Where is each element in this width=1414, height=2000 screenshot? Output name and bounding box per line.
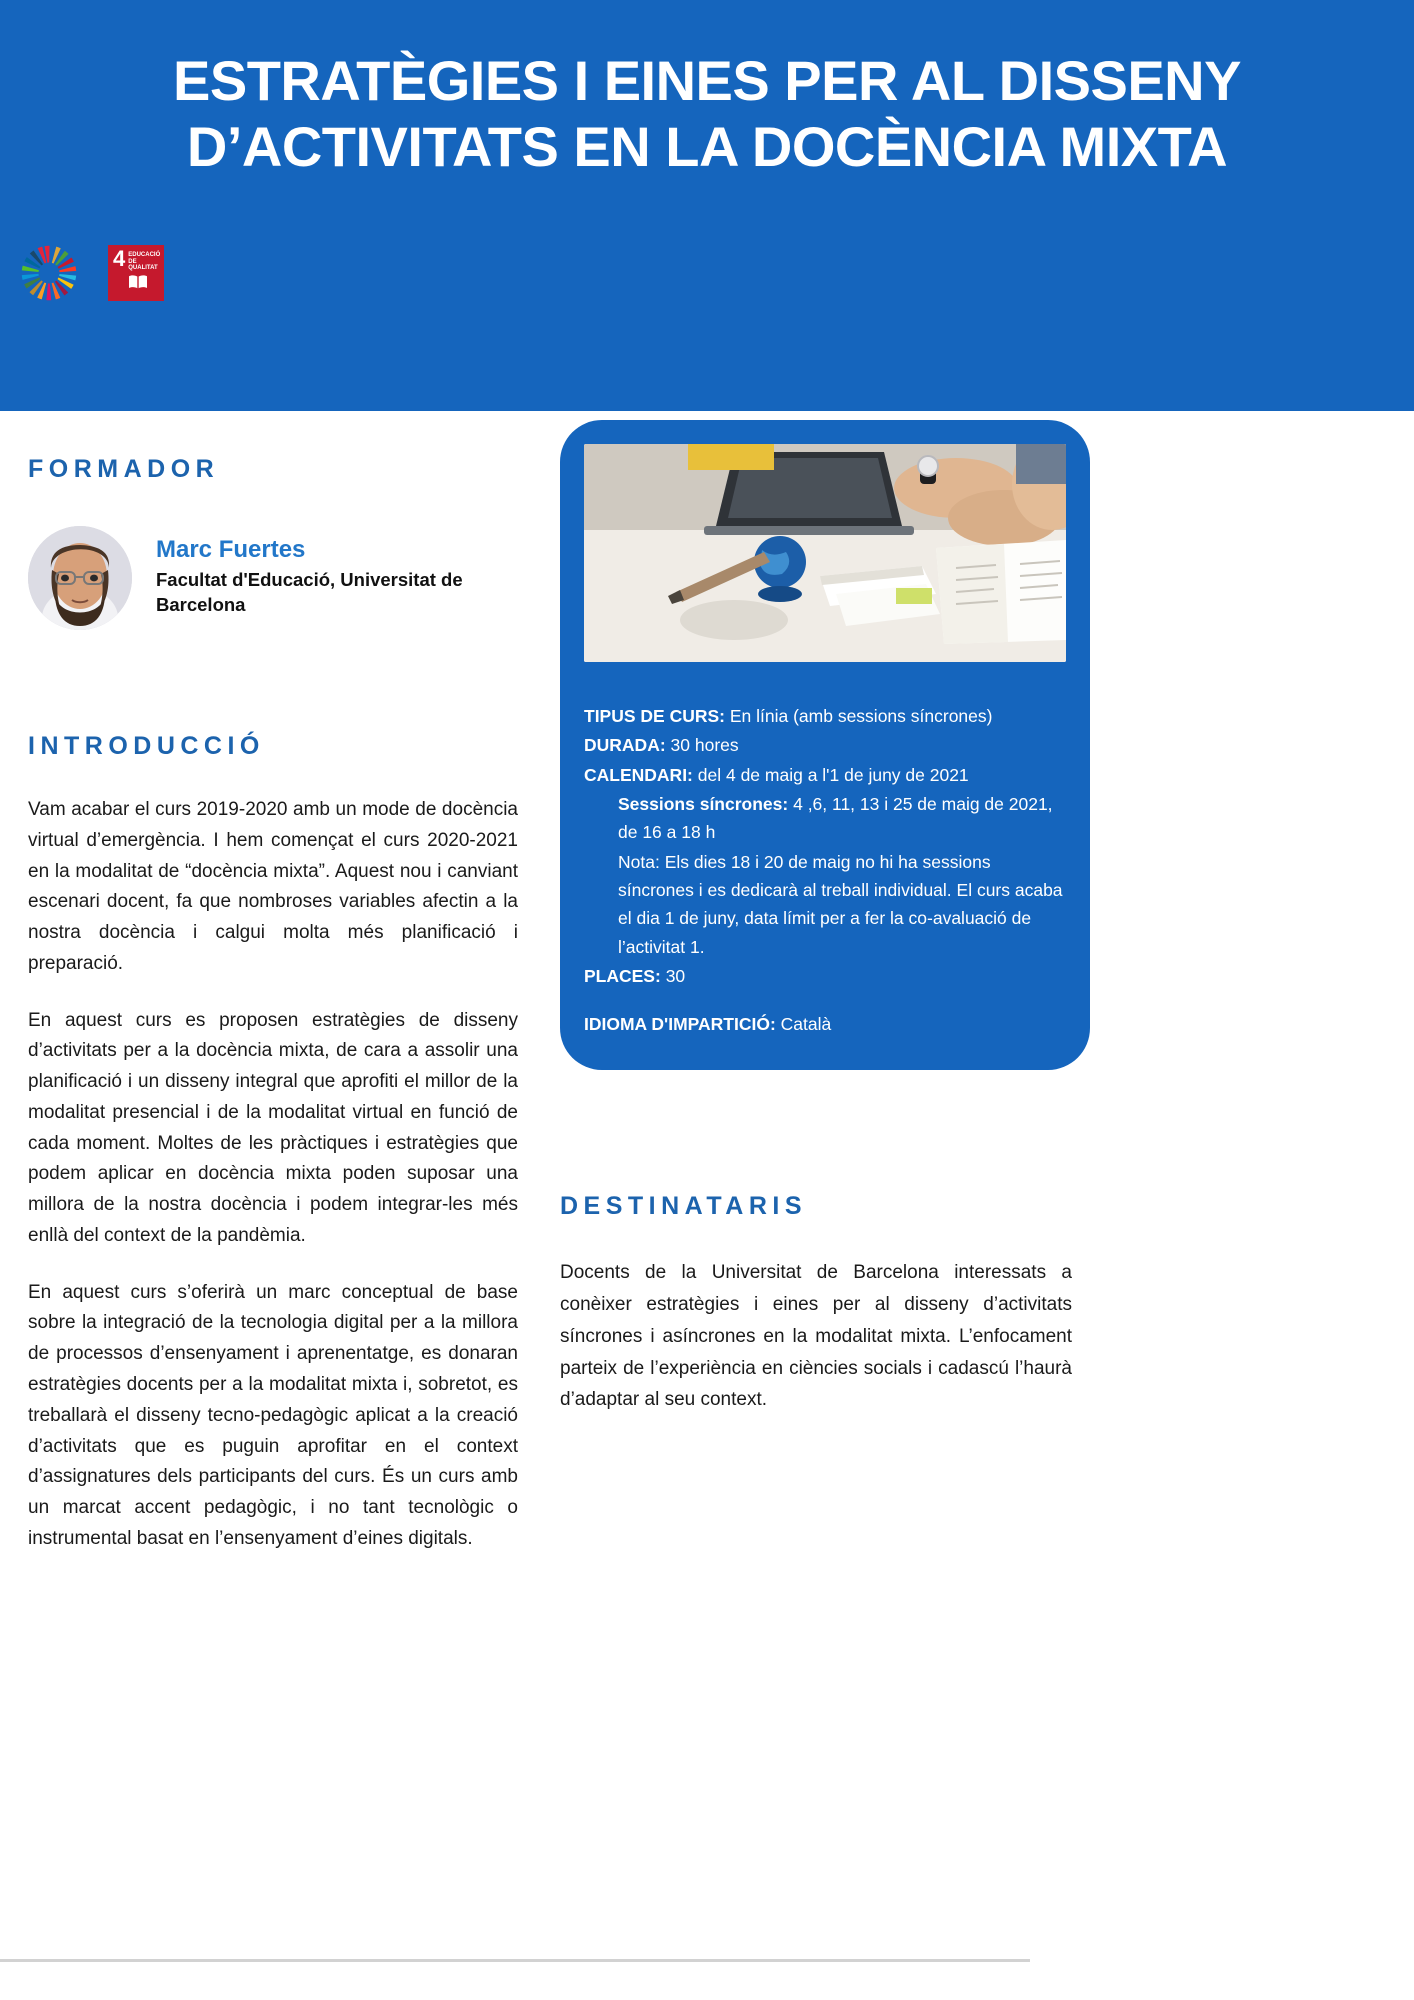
info-row-idioma <box>584 1010 1066 1038</box>
info-row-places <box>584 962 1066 990</box>
study-scene-photo-icon <box>584 444 1066 662</box>
course-info-list <box>584 702 1066 1039</box>
sdg4-badge <box>108 245 164 301</box>
introduccio-body <box>28 795 518 1555</box>
formador-name: Marc Fuertes <box>156 536 306 563</box>
info-row-sessions <box>584 790 1066 847</box>
introduccio-heading: INTRODUCCIÓ <box>28 732 265 760</box>
sdg4-number: 4 <box>113 246 126 271</box>
sdg-wheel-icon <box>18 242 80 304</box>
info-value: del 4 de maig a l'1 de juny de 2021 <box>697 764 969 785</box>
introduccio-paragraph: En aquest curs es proposen estratègies de disseny d’activitats per a la docència mixta, de cara a assolir una planificació i un disseny integral que aprofiti el millor de la modalitat presencial i de la modalitat virtual en funció de cada moment. Moltes de les pràctiques i estratègies que podem aplicar en docència mixta poden suposar una millora de la nostra docència i podem integrar-les més enllà del context de la pandèmia. <box>28 1009 518 1246</box>
introduccio-paragraph: Vam acabar el curs 2019-2020 amb un mode de docència virtual d’emergència. I hem començat el curs 2020-2021 en la modalitat de “docència mixta”. Aquest nou i canviant escenari docent, fa que nombroses variables afectin a la nostra docència i calgui molta més planificació i preparació. <box>28 799 518 974</box>
info-value: 30 <box>665 966 686 987</box>
formador-heading: FORMADOR <box>28 455 220 483</box>
info-row-calendari <box>584 761 1066 789</box>
info-value: En línia (amb sessions síncrones) <box>729 706 993 726</box>
page-title: ESTRATÈGIES I EINES PER AL DISSENY D’ACTIVITATS EN LA DOCÈNCIA MIXTA <box>173 49 1241 178</box>
formador-block <box>28 526 518 630</box>
info-label: PLACES: <box>584 966 661 987</box>
info-label: Sessions síncrones: <box>618 794 789 815</box>
introduccio-paragraph: En aquest curs s’oferirà un marc conceptual de base sobre la integració de la tecnologia digital per a la millora de processos d’ensenyament i aprenentatge, es donaran estratègies docents per a la modalitat mixta i, sobretot, es treballarà el disseny tecno-pedagògic aplicat a la creació d’activitats que es puguin aprofitar en el context d’assignatures dels participants del curs. És un curs amb un marcat accent pedagògic, i no tant tecnològic o instrumental basat en l’ensenyament d’eines digitals. <box>28 1281 518 1549</box>
formador-affiliation: Facultat d'Educació, Universitat de Barcelona <box>156 568 463 615</box>
logo-group <box>18 242 164 304</box>
footer-divider <box>0 1959 1414 1962</box>
info-row-tipus <box>584 702 1066 730</box>
portrait-photo-icon <box>28 526 132 630</box>
course-info-card <box>560 420 1090 1070</box>
sdg4-label: EDUCACIÓ DE QUALITAT <box>128 252 161 271</box>
poster-header <box>0 0 1414 411</box>
destinataris-heading: DESTINATARIS <box>560 1191 808 1220</box>
info-label: DURADA: <box>584 735 666 756</box>
left-column <box>28 455 518 1555</box>
info-value: 4 ,6, 11, 13 i 25 de maig de 2021, de 16 a 18 h <box>618 794 1053 843</box>
info-label: IDIOMA D'IMPARTICIÓ: <box>584 1014 776 1035</box>
info-value: Català <box>780 1014 832 1035</box>
open-book-icon <box>128 274 148 290</box>
info-label: CALENDARI: <box>584 764 693 785</box>
destinataris-body: Docents de la Universitat de Barcelona interessats a conèixer estratègies i eines per al disseny d’activitats síncrones i asíncrones en la modalitat mixta. L’enfocament parteix de l’experiència en ciències socials i cadascú l’haurà d’adaptar al seu context. <box>560 1261 1072 1411</box>
avatar <box>28 526 132 630</box>
info-row-durada <box>584 731 1066 759</box>
info-value: Nota: Els dies 18 i 20 de maig no hi ha sessions síncrones i es dedicarà al treball individual. El curs acaba el dia 1 de juny, data límit per a fer la co-avaluació de l’activitat 1. <box>618 851 1063 957</box>
info-row-nota <box>584 848 1066 961</box>
course-photo <box>584 444 1066 662</box>
info-value: 30 hores <box>670 735 739 756</box>
info-label: TIPUS DE CURS: <box>584 706 725 726</box>
formador-text <box>156 526 486 618</box>
right-column <box>560 420 1090 1416</box>
